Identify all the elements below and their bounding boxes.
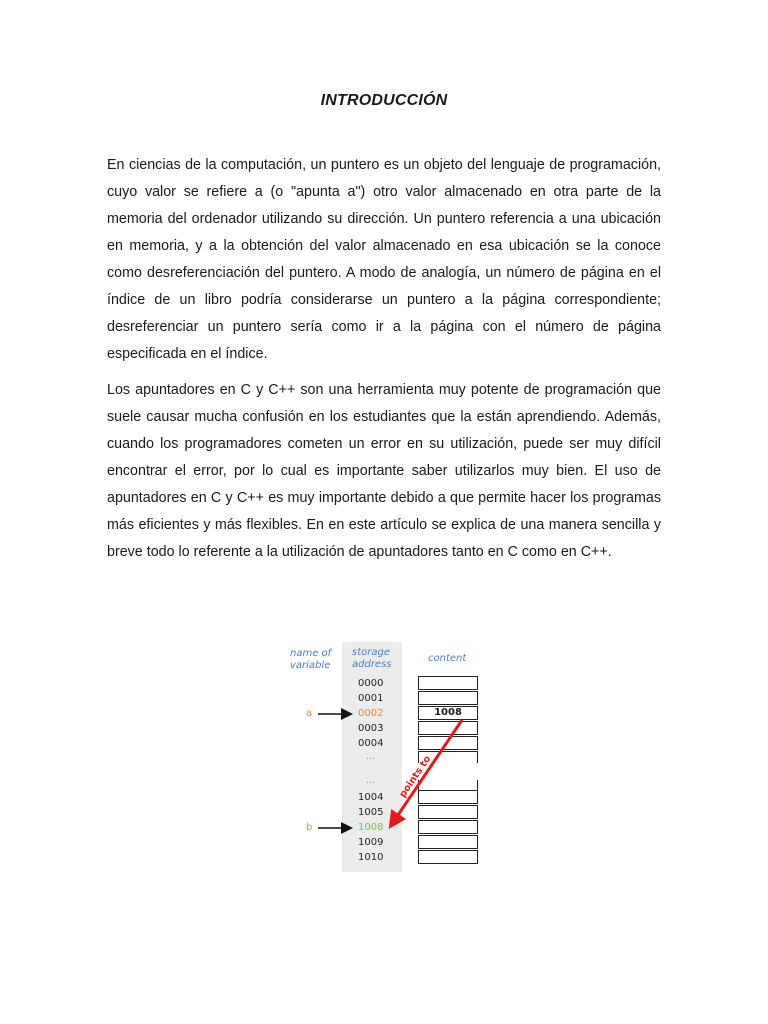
variable-a-label: a	[306, 708, 313, 719]
paragraph-2: Los apuntadores en C y C++ son una herramienta muy potente de programación que suele causar mucha confusión en los estudiantes que la están aprendiendo. Además, cuando los programadores cometen un error en su utilización, puede ser muy difícil encontrar el error, por lo cual es importante saber utilizarlos muy bien. El uso de apuntadores en C y C++ es muy importante debido a que permite hacer los programas más eficientes y más flexibles. En en este artículo se explica de una manera sencilla y breve todo lo referente a la utilización de apuntadores tanto en C como en C++.	[107, 382, 661, 560]
address-0004: 0004	[358, 738, 384, 749]
header-storage-line1: storage	[352, 647, 390, 658]
ellipsis-bottom: ...	[366, 776, 375, 786]
address-1008: 1008	[358, 822, 384, 833]
ellipsis-top: ...	[366, 752, 375, 762]
content-value-1008: 1008	[434, 707, 462, 718]
address-0003: 0003	[358, 723, 384, 734]
points-to-arrow	[392, 720, 462, 824]
address-1010: 1010	[358, 852, 384, 863]
paragraph-1: En ciencias de la computación, un puntero es un objeto del lenguaje de programación, cuyo valor se refiere a (o "apunta a") otro valor almacenado en otra parte de la memoria del ordenador utilizando su dirección. Un puntero referencia a una ubicación en memoria, y a la obtención del valor almacenado en esa ubicación se la conoce como desreferenciación del puntero. A modo de analogía, un número de página en el índice de un libro podría considerarse un puntero a la página correspondiente; desreferenciar un puntero sería como ir a la página con el número de página especificada en el índice.	[107, 157, 661, 362]
address-1009: 1009	[358, 837, 384, 848]
pointer-diagram	[282, 640, 482, 880]
diagram-arrows	[282, 640, 482, 880]
address-1005: 1005	[358, 807, 384, 818]
address-0001: 0001	[358, 693, 384, 704]
header-name-line1: name of	[290, 648, 332, 659]
header-storage-line2: address	[352, 659, 392, 670]
page-title: INTRODUCCIÓN	[320, 92, 448, 109]
address-0000: 0000	[358, 678, 384, 689]
address-0002: 0002	[358, 708, 384, 719]
variable-b-label: b	[306, 822, 313, 833]
points-to-label: points to	[397, 753, 434, 800]
address-1004: 1004	[358, 792, 384, 803]
header-name-line2: variable	[290, 660, 331, 671]
header-content: content	[428, 653, 467, 664]
